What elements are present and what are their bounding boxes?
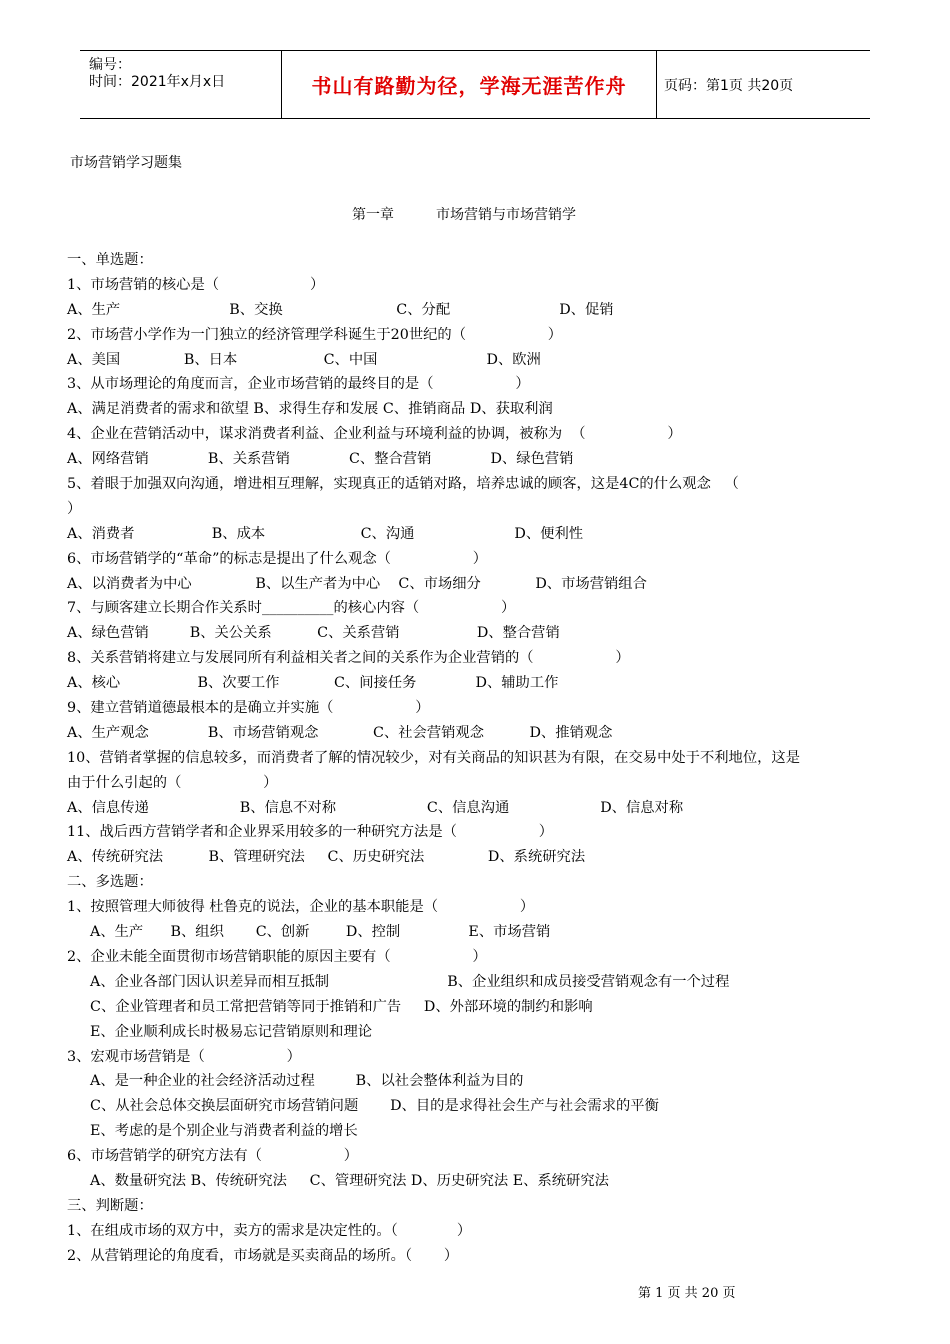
content-line: 6、市场营销学的研究方法有（ ） bbox=[67, 1148, 359, 1165]
content-line: 1、按照管理大师彼得 杜鲁克的说法，企业的基本职能是（ ） bbox=[67, 899, 535, 916]
header-motto: 书山有路勤为径，学海无涯苦作舟 bbox=[311, 74, 627, 98]
content-line: 2、企业未能全面贯彻市场营销职能的原因主要有（ ） bbox=[67, 948, 487, 965]
chapter-heading bbox=[352, 204, 576, 224]
doc-time-label: 时间：2021年x月x日 bbox=[89, 74, 226, 90]
content-line: 11、战后西方营销学者和企业界采用较多的一种研究方法是（ ） bbox=[67, 824, 554, 841]
content-line: 3、从市场理论的角度而言，企业市场营销的最终目的是（ ） bbox=[67, 376, 530, 393]
chapter-name: 市场营销与市场营销学 bbox=[436, 207, 576, 223]
doc-number-label: 编号： bbox=[89, 57, 131, 73]
content-line: A、企业各部门因认识差异而相互抵制 B、企业组织和成员接受营销观念有一个过程 bbox=[90, 973, 730, 990]
content-line: C、从社会总体交换层面研究市场营销问题 D、目的是求得社会生产与社会需求的平衡 bbox=[90, 1098, 659, 1115]
content-line: 一、单选题： bbox=[67, 252, 153, 268]
page-footer: 第 1 页 共 20 页 bbox=[638, 1286, 736, 1301]
content-line: 1、市场营销的核心是（ ） bbox=[67, 276, 325, 293]
content-line: A、网络营销 B、关系营销 C、整合营销 D、绿色营销 bbox=[67, 451, 574, 468]
content-line: A、数量研究法 B、传统研究法 C、管理研究法 D、历史研究法 E、系统研究法 bbox=[90, 1172, 609, 1189]
content-line: 7、与顾客建立长期合作关系时__________的核心内容（ ） bbox=[67, 600, 516, 617]
content-line: 三、判断题： bbox=[67, 1197, 153, 1214]
content-line: E、企业顺利成长时极易忘记营销原则和理论 bbox=[90, 1023, 373, 1040]
content-line: C、企业管理者和员工常把营销等同于推销和广告 D、外部环境的制约和影响 bbox=[90, 998, 593, 1015]
content-line: 8、关系营销将建立与发展同所有利益相关者之间的关系作为企业营销的（ ） bbox=[67, 650, 630, 667]
content-line: ） bbox=[67, 500, 82, 517]
content-line: 二、多选题： bbox=[67, 874, 153, 891]
content-line: A、美国 B、日本 C、中国 D、欧洲 bbox=[67, 351, 541, 368]
content-line: A、核心 B、次要工作 C、间接任务 D、辅助工作 bbox=[67, 675, 559, 692]
content-line: A、传统研究法 B、管理研究法 C、历史研究法 D、系统研究法 bbox=[67, 849, 586, 866]
content-line: 10、营销者掌握的信息较多，而消费者了解的情况较少，对有关商品的知识甚为有限，在交易中处于不利地位，这是 bbox=[67, 749, 801, 766]
chapter-number: 第一章 bbox=[352, 207, 394, 223]
content-line: 1、在组成市场的双方中，卖方的需求是决定性的。（ ） bbox=[67, 1222, 472, 1239]
content-line: A、生产 B、交换 C、分配 D、促销 bbox=[67, 301, 614, 318]
content-line: A、是一种企业的社会经济活动过程 B、以社会整体利益为目的 bbox=[90, 1073, 524, 1090]
content-line: A、生产 B、组织 C、创新 D、控制 E、市场营销 bbox=[90, 924, 551, 941]
header-page-info: 页码：第1页 共20页 bbox=[664, 77, 794, 94]
header-motto-cell bbox=[281, 51, 657, 118]
content-line: A、满足消费者的需求和欲望 B、求得生存和发展 C、推销商品 D、获取利润 bbox=[67, 401, 553, 418]
content-line: A、绿色营销 B、关公关系 C、关系营销 D、整合营销 bbox=[67, 625, 560, 642]
page-header bbox=[80, 50, 870, 119]
header-meta bbox=[80, 51, 280, 118]
content-line: 4、企业在营销活动中，谋求消费者利益、企业利益与环境利益的协调，被称为 （ ） bbox=[67, 426, 682, 443]
content-line: 2、从营销理论的角度看，市场就是买卖商品的场所。（ ） bbox=[67, 1247, 459, 1264]
content-line: 6、市场营销学的“革命”的标志是提出了什么观念（ ） bbox=[67, 550, 488, 567]
content-line: 由于什么引起的（ ） bbox=[67, 774, 278, 791]
content-line: A、生产观念 B、市场营销观念 C、社会营销观念 D、推销观念 bbox=[67, 724, 613, 741]
content-line: E、考虑的是个别企业与消费者利益的增长 bbox=[90, 1123, 358, 1140]
content-line: 2、市场营小学作为一门独立的经济管理学科诞生于20世纪的（ ） bbox=[67, 326, 563, 343]
content-line: 5、着眼于加强双向沟通，增进相互理解，实现真正的适销对路，培养忠诚的顾客，这是4C的什么观念 （ bbox=[67, 476, 739, 493]
document-title: 市场营销学习题集 bbox=[70, 155, 182, 171]
question-content bbox=[67, 248, 887, 1269]
content-line: A、信息传递 B、信息不对称 C、信息沟通 D、信息对称 bbox=[67, 799, 684, 816]
content-line: A、消费者 B、成本 C、沟通 D、便利性 bbox=[67, 525, 584, 542]
content-line: 9、建立营销道德最根本的是确立并实施（ ） bbox=[67, 700, 430, 717]
content-line: A、以消费者为中心 B、以生产者为中心 C、市场细分 D、市场营销组合 bbox=[67, 575, 647, 592]
content-line: 3、宏观市场营销是（ ） bbox=[67, 1048, 301, 1065]
